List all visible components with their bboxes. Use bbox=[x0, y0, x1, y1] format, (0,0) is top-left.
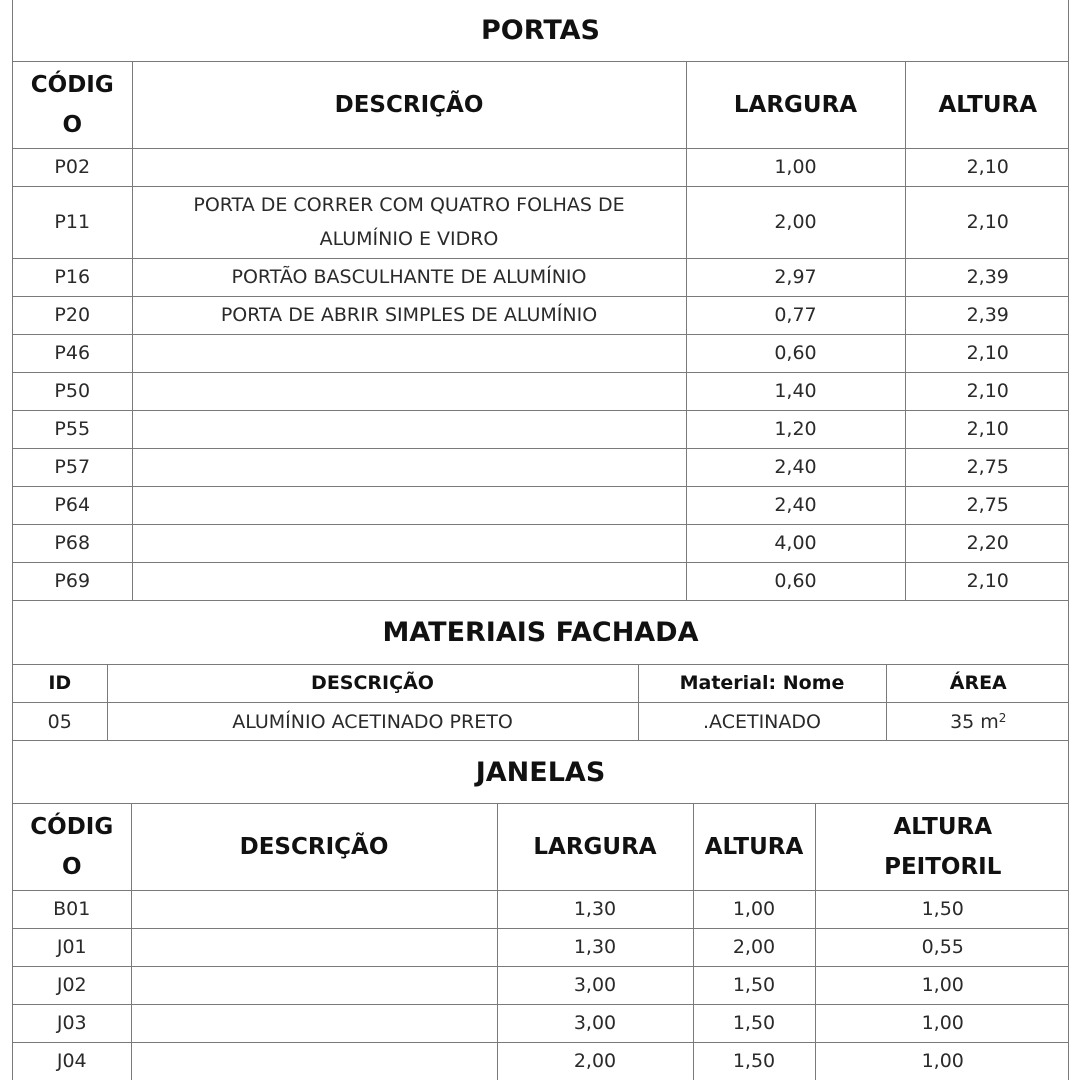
cell-descricao bbox=[131, 1042, 497, 1080]
cell-altura: 2,39 bbox=[905, 296, 1069, 334]
cell-altura: 2,10 bbox=[905, 148, 1069, 186]
cell-largura: 1,30 bbox=[497, 890, 693, 928]
cell-descricao: PORTA DE CORRER COM QUATRO FOLHAS DE ALUMÍNIO E VIDRO bbox=[132, 186, 686, 258]
cell-largura: 2,40 bbox=[686, 486, 905, 524]
cell-altura: 2,10 bbox=[905, 186, 1069, 258]
header-material-nome: Material: Nome bbox=[638, 665, 886, 703]
header-codigo: CÓDIG O bbox=[13, 62, 132, 148]
table-row bbox=[13, 372, 1069, 410]
cell-codigo: J02 bbox=[13, 966, 131, 1004]
header-largura: LARGURA bbox=[686, 62, 905, 148]
cell-descricao bbox=[132, 148, 686, 186]
table-row bbox=[13, 148, 1069, 186]
cell-descricao bbox=[132, 486, 686, 524]
cell-descricao bbox=[132, 372, 686, 410]
cell-largura: 1,40 bbox=[686, 372, 905, 410]
cell-altura: 2,10 bbox=[905, 410, 1069, 448]
cell-altura: 2,20 bbox=[905, 524, 1069, 562]
header-descricao: DESCRIÇÃO bbox=[132, 62, 686, 148]
header-codigo: CÓDIG O bbox=[13, 804, 131, 890]
cell-altura: 2,10 bbox=[905, 562, 1069, 600]
header-descricao: DESCRIÇÃO bbox=[107, 665, 638, 703]
cell-descricao bbox=[132, 562, 686, 600]
table-row bbox=[13, 1042, 1069, 1080]
cell-descricao bbox=[132, 524, 686, 562]
cell-largura: 4,00 bbox=[686, 524, 905, 562]
cell-codigo: P16 bbox=[13, 258, 132, 296]
cell-peitoril: 1,50 bbox=[815, 890, 1069, 928]
cell-largura: 1,30 bbox=[497, 928, 693, 966]
cell-largura: 3,00 bbox=[497, 1004, 693, 1042]
cell-descricao bbox=[131, 966, 497, 1004]
portas-header-row bbox=[13, 62, 1069, 148]
table-row bbox=[13, 928, 1069, 966]
table-row bbox=[13, 334, 1069, 372]
header-altura: ALTURA bbox=[905, 62, 1069, 148]
cell-peitoril: 1,00 bbox=[815, 966, 1069, 1004]
cell-peitoril: 1,00 bbox=[815, 1042, 1069, 1080]
cell-altura: 1,50 bbox=[693, 966, 815, 1004]
header-altura: ALTURA bbox=[693, 804, 815, 890]
materiais-header-row bbox=[13, 665, 1069, 703]
cell-largura: 0,60 bbox=[686, 334, 905, 372]
cell-descricao bbox=[131, 928, 497, 966]
table-row bbox=[13, 562, 1069, 600]
cell-descricao: PORTA DE ABRIR SIMPLES DE ALUMÍNIO bbox=[132, 296, 686, 334]
table-row bbox=[13, 524, 1069, 562]
cell-codigo: P68 bbox=[13, 524, 132, 562]
cell-id: 05 bbox=[13, 703, 107, 741]
cell-largura: 2,00 bbox=[497, 1042, 693, 1080]
cell-largura: 3,00 bbox=[497, 966, 693, 1004]
cell-altura: 2,00 bbox=[693, 928, 815, 966]
table-row bbox=[13, 1004, 1069, 1042]
header-descricao: DESCRIÇÃO bbox=[131, 804, 497, 890]
cell-descricao bbox=[132, 448, 686, 486]
cell-altura: 2,10 bbox=[905, 334, 1069, 372]
cell-descricao: PORTÃO BASCULHANTE DE ALUMÍNIO bbox=[132, 258, 686, 296]
portas-title: PORTAS bbox=[13, 0, 1068, 62]
cell-codigo: J03 bbox=[13, 1004, 131, 1042]
cell-descricao: ALUMÍNIO ACETINADO PRETO bbox=[107, 703, 638, 741]
cell-altura: 1,00 bbox=[693, 890, 815, 928]
cell-material: .ACETINADO bbox=[638, 703, 886, 741]
cell-largura: 1,20 bbox=[686, 410, 905, 448]
table-row bbox=[13, 703, 1069, 741]
cell-descricao bbox=[132, 410, 686, 448]
cell-codigo: P11 bbox=[13, 186, 132, 258]
cell-altura: 1,50 bbox=[693, 1042, 815, 1080]
cell-largura: 1,00 bbox=[686, 148, 905, 186]
header-largura: LARGURA bbox=[497, 804, 693, 890]
table-row bbox=[13, 186, 1069, 258]
cell-codigo: P50 bbox=[13, 372, 132, 410]
cell-largura: 2,00 bbox=[686, 186, 905, 258]
cell-descricao bbox=[131, 1004, 497, 1042]
table-row bbox=[13, 448, 1069, 486]
header-id: ID bbox=[13, 665, 107, 703]
portas-table bbox=[13, 62, 1069, 601]
table-row bbox=[13, 296, 1069, 334]
schedule-sheet bbox=[12, 0, 1069, 1080]
janelas-header-row bbox=[13, 804, 1069, 890]
cell-descricao bbox=[131, 890, 497, 928]
cell-peitoril: 1,00 bbox=[815, 1004, 1069, 1042]
table-row bbox=[13, 410, 1069, 448]
cell-descricao bbox=[132, 334, 686, 372]
cell-altura: 2,75 bbox=[905, 448, 1069, 486]
cell-altura: 2,75 bbox=[905, 486, 1069, 524]
cell-codigo: J01 bbox=[13, 928, 131, 966]
cell-largura: 2,97 bbox=[686, 258, 905, 296]
cell-codigo: P64 bbox=[13, 486, 132, 524]
cell-largura: 0,60 bbox=[686, 562, 905, 600]
header-area: ÁREA bbox=[886, 665, 1069, 703]
cell-codigo: P55 bbox=[13, 410, 132, 448]
table-row bbox=[13, 966, 1069, 1004]
cell-codigo: P69 bbox=[13, 562, 132, 600]
cell-largura: 0,77 bbox=[686, 296, 905, 334]
cell-altura: 1,50 bbox=[693, 1004, 815, 1042]
janelas-table bbox=[13, 804, 1069, 1080]
cell-codigo: J04 bbox=[13, 1042, 131, 1080]
table-row bbox=[13, 258, 1069, 296]
janelas-title: JANELAS bbox=[13, 741, 1068, 804]
cell-area: 35 $m^2$ bbox=[886, 703, 1069, 741]
cell-altura: 2,39 bbox=[905, 258, 1069, 296]
table-row bbox=[13, 486, 1069, 524]
cell-peitoril: 0,55 bbox=[815, 928, 1069, 966]
cell-codigo: P02 bbox=[13, 148, 132, 186]
materiais-table bbox=[13, 665, 1069, 742]
cell-codigo: P20 bbox=[13, 296, 132, 334]
cell-largura: 2,40 bbox=[686, 448, 905, 486]
cell-codigo: B01 bbox=[13, 890, 131, 928]
cell-codigo: P57 bbox=[13, 448, 132, 486]
table-row bbox=[13, 890, 1069, 928]
header-altura-peitoril: ALTURA PEITORIL bbox=[815, 804, 1069, 890]
materiais-title: MATERIAIS FACHADA bbox=[13, 601, 1068, 665]
cell-codigo: P46 bbox=[13, 334, 132, 372]
cell-altura: 2,10 bbox=[905, 372, 1069, 410]
